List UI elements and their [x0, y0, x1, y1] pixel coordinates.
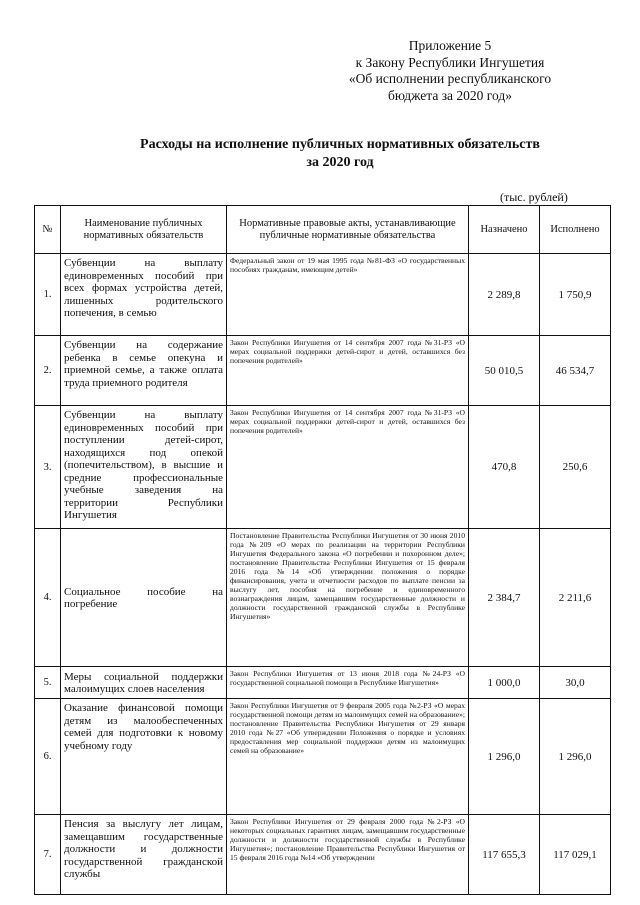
row-num: 1. — [35, 254, 61, 336]
row-assigned: 117 655,3 — [469, 815, 540, 895]
row-executed: 250,6 — [540, 406, 611, 529]
row-name: Оказание финансовой помощи детям из малообеспеченных семей для подготовки к новому учебному году — [61, 699, 227, 815]
row-name: Субвенции на выплату единовременных пособий при всех формах устройства детей, лишенных родительского попечения, в семью — [61, 254, 227, 336]
table-row — [35, 815, 611, 895]
document-title — [60, 136, 620, 172]
table-row — [35, 699, 611, 815]
header-executed: Исполнено — [540, 206, 611, 254]
row-acts: Закон Республики Ингушетия от 14 сентября 2007 года №31-РЗ «О мерах социальной поддержки детей-сирот и детей, оставшихся без попечения родителей» — [227, 406, 469, 529]
row-num: 6. — [35, 699, 61, 815]
appendix-header — [300, 38, 600, 104]
row-name: Пенсия за выслугу лет лицам, замещавшим государственные должности и должности государственной гражданской службы — [61, 815, 227, 895]
row-name: Субвенции на содержание ребенка в семье опекуна и приемной семье, а также оплата труда приемного родителя — [61, 336, 227, 406]
row-executed: 2 211,6 — [540, 529, 611, 667]
header-name: Наименование публичных нормативных обязательств — [61, 206, 227, 254]
row-name: Субвенции на выплату единовременных пособий при поступлении детей-сирот, находящихся под опекой (попечительством), в высшие и средние профессиональные учебные заведения на территории Республики Ингушетия — [61, 406, 227, 529]
table-header-row — [35, 206, 611, 254]
row-assigned: 470,8 — [469, 406, 540, 529]
table-row — [35, 529, 611, 667]
row-acts: Закон Республики Ингушетия от 13 июня 2018 года №24-РЗ «О государственной социальной помощи в Республике Ингушетия» — [227, 667, 469, 699]
row-acts: Закон Республики Ингушетия от 14 сентября 2007 года №31-РЗ «О мерах социальной поддержки детей-сирот и детей, оставшихся без попечения родителей» — [227, 336, 469, 406]
row-name: Меры социальной поддержки малоимущих слоев населения — [61, 667, 227, 699]
row-assigned: 1 296,0 — [469, 699, 540, 815]
title-line-1: Расходы на исполнение публичных нормативных обязательств — [140, 137, 540, 152]
appendix-line-2: к Закону Республики Ингушетия — [355, 54, 545, 70]
row-name: Социальное пособие на погребение — [61, 529, 227, 667]
row-assigned: 50 010,5 — [469, 336, 540, 406]
row-num: 4. — [35, 529, 61, 667]
title-line-2: за 2020 год — [306, 155, 374, 170]
row-assigned: 2 384,7 — [469, 529, 540, 667]
row-acts: Постановление Правительства Республики Ингушетия от 30 июня 2010 года №209 «О мерах по реализации на территории Республики Ингушетия Федерального закона «О погребении и похоронном деле»; постановление Правительства Республики Ингушетия от 15 февраля 2016 года №14 «Об утверждении положения о порядке финансирования, учета и отчетности расходов по выплате пенсии за выслугу лет, пособия на погребение и единовременного вознаграждения лицам, замещавшим государственные должности и должности государственной гражданской службы в Республике Ингушетия» — [227, 529, 469, 667]
row-acts: Федеральный закон от 19 мая 1995 года №81-ФЗ «О государственных пособиях гражданам, имеющим детей» — [227, 254, 469, 336]
obligations-table — [34, 205, 611, 895]
appendix-line-4: бюджета за 2020 год» — [388, 87, 512, 103]
table-row — [35, 254, 611, 336]
row-num: 2. — [35, 336, 61, 406]
table-row — [35, 667, 611, 699]
row-num: 7. — [35, 815, 61, 895]
row-executed: 1 750,9 — [540, 254, 611, 336]
row-acts: Закон Республики Ингушетия от 9 февраля 2005 года №2-РЗ «О мерах государственной помощи детям из малоимущих семей на образование»; постановление Правительства Республики Ингушетия от 29 января 2010 года №27 «Об утверждении Положения о порядке и условиях предоставления мер социальной поддержки детям из малоимущих семей на образование» — [227, 699, 469, 815]
row-executed: 117 029,1 — [540, 815, 611, 895]
row-assigned: 2 289,8 — [469, 254, 540, 336]
row-assigned: 1 000,0 — [469, 667, 540, 699]
row-num: 5. — [35, 667, 61, 699]
row-num: 3. — [35, 406, 61, 529]
row-executed: 1 296,0 — [540, 699, 611, 815]
table-row — [35, 406, 611, 529]
units-label: (тыс. рублей) — [500, 190, 568, 204]
row-executed: 30,0 — [540, 667, 611, 699]
appendix-line-1: Приложение 5 — [408, 38, 492, 53]
header-acts: Нормативные правовые акты, устанавливающие публичные нормативные обязательства — [227, 206, 469, 254]
header-num: № — [35, 206, 61, 254]
row-executed: 46 534,7 — [540, 336, 611, 406]
appendix-line-3: «Об исполнении республиканского — [348, 71, 552, 86]
row-acts: Закон Республики Ингушетия от 29 февраля 2000 года №2-РЗ «О некоторых социальных гарантиях лицам, замещавшим государственные должности и должности государственной службы в Республике Ингушетия»; постановление Правительства Республики Ингушетия от 15 февраля 2016 года №14 «Об утверждении — [227, 815, 469, 895]
table-row — [35, 336, 611, 406]
header-assigned: Назначено — [469, 206, 540, 254]
